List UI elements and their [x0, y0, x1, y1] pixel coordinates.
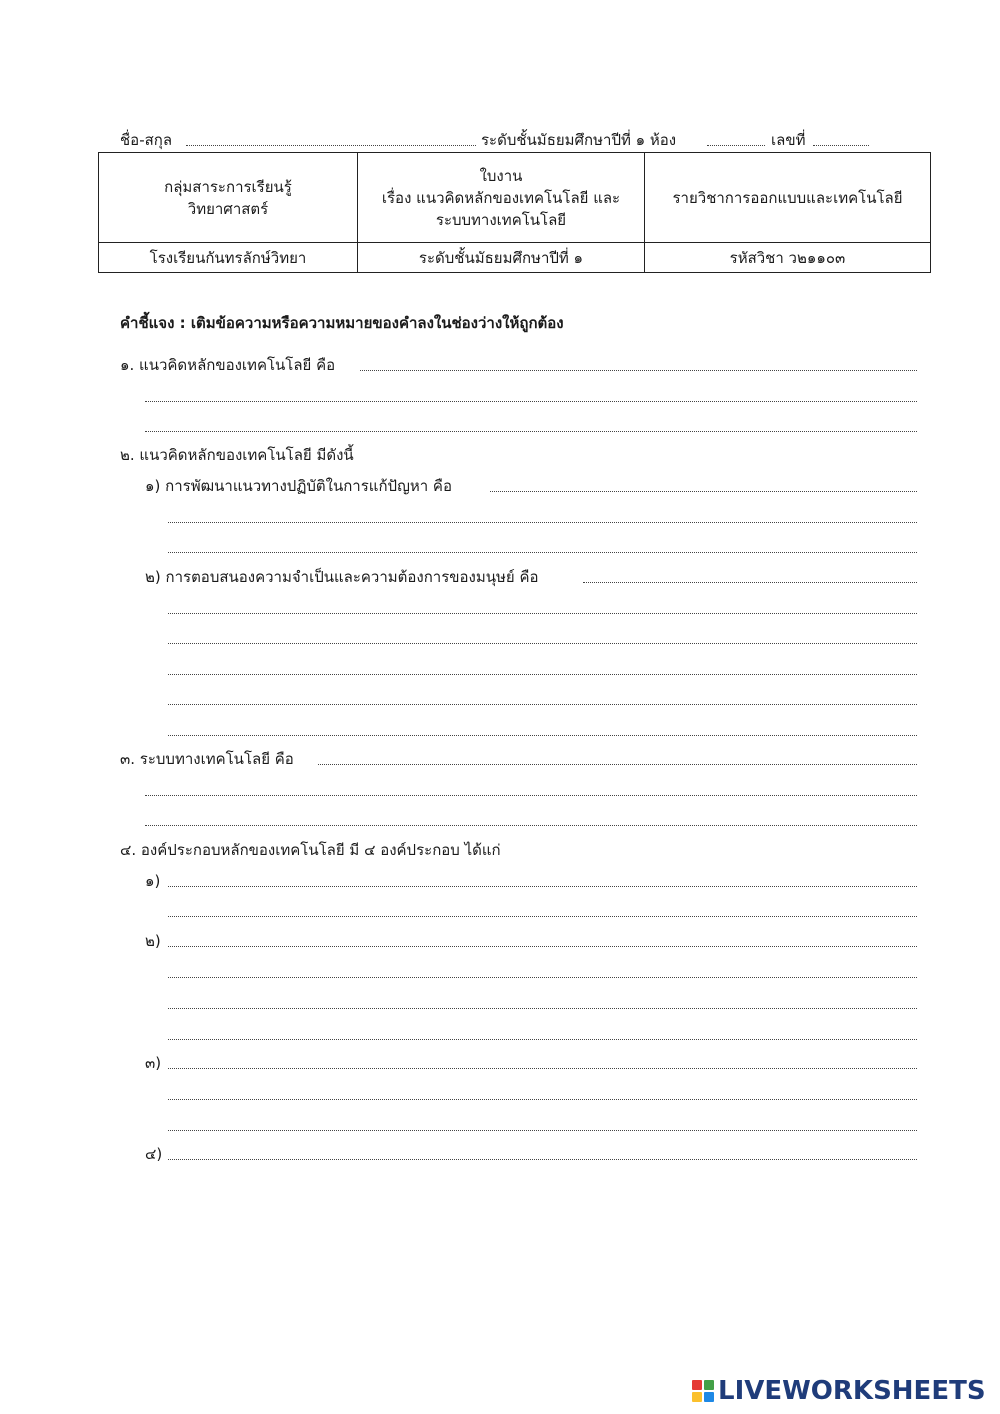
instructions: คำชี้แจง : เติมข้อความหรือความหมายของคำลงในช่องว่างให้ถูกต้อง: [120, 314, 564, 332]
answer-line[interactable]: [168, 522, 917, 523]
level-label: ระดับชั้นมัธยมศึกษาปีที่ ๑ ห้อง: [481, 131, 677, 149]
number-field[interactable]: [813, 145, 869, 146]
question-2-1: ๑) การพัฒนาแนวทางปฏิบัติในการแก้ปัญหา คือ: [145, 477, 452, 495]
answer-line[interactable]: [318, 764, 917, 765]
answer-line[interactable]: [168, 1039, 917, 1040]
answer-line[interactable]: [490, 491, 917, 492]
question-3: ๓. ระบบทางเทคโนโลยี คือ: [120, 750, 294, 768]
worksheet-title-cell: [358, 153, 645, 243]
answer-line[interactable]: [168, 735, 917, 736]
room-field[interactable]: [707, 145, 765, 146]
worksheet-title-line3: ระบบทางเทคโนโลยี: [435, 210, 567, 229]
subject-cell: [645, 153, 931, 243]
answer-line[interactable]: [168, 886, 917, 887]
subject-code: รหัสวิชา ว๒๑๑๐๓: [645, 243, 931, 273]
question-4-2: ๒): [145, 932, 161, 950]
answer-line[interactable]: [145, 825, 917, 826]
answer-line[interactable]: [168, 916, 917, 917]
question-4-4: ๔): [145, 1145, 163, 1163]
grade-level: ระดับชั้นมัธยมศึกษาปีที่ ๑: [358, 243, 645, 273]
answer-line[interactable]: [168, 977, 917, 978]
question-4-1: ๑): [145, 872, 161, 890]
question-2: ๒. แนวคิดหลักของเทคโนโลยี มีดังนี้: [120, 446, 354, 464]
learning-group-line2: วิทยาศาสตร์: [187, 199, 269, 218]
answer-line[interactable]: [168, 1130, 917, 1131]
number-label: เลขที่: [771, 131, 806, 149]
answer-line[interactable]: [145, 431, 917, 432]
subject-name: รายวิชาการออกแบบและเทคโนโลยี: [672, 188, 903, 207]
worksheet-title-line1: ใบงาน: [479, 166, 523, 185]
answer-line[interactable]: [168, 1008, 917, 1009]
question-4: ๔. องค์ประกอบหลักของเทคโนโลยี มี ๔ องค์ประกอบ ได้แก่: [120, 841, 501, 859]
question-2-2: ๒) การตอบสนองความจำเป็นและความต้องการของมนุษย์ คือ: [145, 568, 539, 586]
answer-line[interactable]: [145, 795, 917, 796]
answer-line[interactable]: [168, 643, 917, 644]
answer-line[interactable]: [168, 613, 917, 614]
school-name: โรงเรียนกันทรลักษ์วิทยา: [99, 243, 358, 273]
learning-group-cell: [99, 153, 358, 243]
liveworksheets-logo-text: LIVEWORKSHEETS: [718, 1376, 986, 1406]
answer-line[interactable]: [168, 552, 917, 553]
answer-line[interactable]: [168, 1099, 917, 1100]
answer-line[interactable]: [168, 946, 917, 947]
question-1: ๑. แนวคิดหลักของเทคโนโลยี คือ: [120, 356, 336, 374]
worksheet-header-table: [98, 152, 931, 273]
name-label: ชื่อ-สกุล: [120, 131, 173, 149]
learning-group-line1: กลุ่มสาระการเรียนรู้: [164, 177, 292, 196]
answer-line[interactable]: [583, 582, 917, 583]
answer-line[interactable]: [168, 1159, 917, 1160]
name-field[interactable]: [186, 145, 476, 146]
answer-line[interactable]: [145, 401, 917, 402]
answer-line[interactable]: [168, 704, 917, 705]
question-4-3: ๓): [145, 1054, 162, 1072]
liveworksheets-logo: [692, 1376, 986, 1406]
liveworksheets-mark-icon: [692, 1380, 714, 1402]
answer-line[interactable]: [168, 1068, 917, 1069]
answer-line[interactable]: [360, 370, 917, 371]
answer-line[interactable]: [168, 674, 917, 675]
worksheet-title-line2: เรื่อง แนวคิดหลักของเทคโนโลยี และ: [381, 188, 621, 207]
